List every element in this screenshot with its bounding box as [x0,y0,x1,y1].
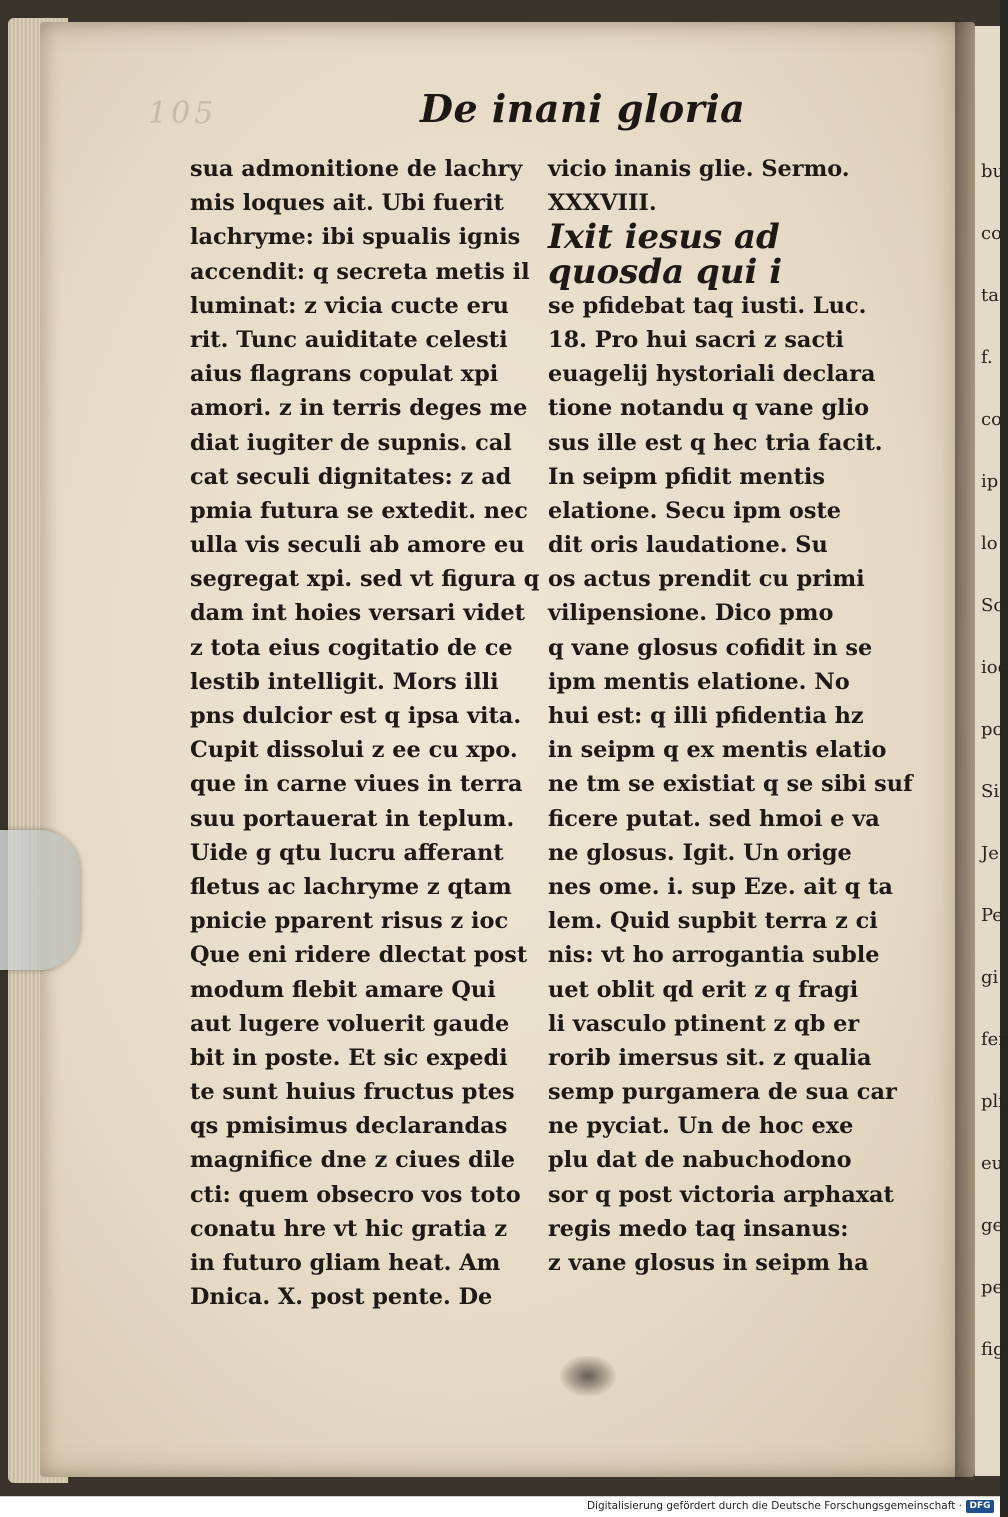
next-page-fragment: ip [981,471,999,492]
running-head: De inani gloria [420,86,746,131]
text-line: XXXVIII. [548,190,657,217]
text-line: ficere putat. sed hmoi e va [548,805,880,832]
text-line: rit. Tunc auiditate celesti [190,326,508,353]
text-line: ne glosus. Igit. Un orige [548,839,852,866]
text-line: vilipensione. Dico pmo [548,600,834,627]
text-line: mis loques ait. Ubi fuerit [190,190,504,217]
text-line: pmia futura se extedit. nec [190,497,528,524]
next-page-fragment: Si [981,781,1000,802]
text-line: dit oris laudatione. Su [548,532,828,559]
text-line: nis: vt ho arrogantia suble [548,942,880,969]
text-line: quosda qui i [548,251,783,292]
text-line: Ixit iesus ad [548,217,780,258]
text-line: se pfidebat taq iusti. Luc. [548,292,867,319]
next-page-fragment: po [981,719,1004,740]
text-line: hui est: q illi pfidentia hz [548,703,864,729]
next-page-fragment: co [981,223,1002,244]
text-column-left [190,152,540,1314]
next-page-fragment: Pe [981,905,1003,926]
text-line: in seipm q ex mentis elatio [548,737,887,764]
text-line: vicio inanis glie. Sermo. [548,156,850,182]
text-line: tione notandu q vane glio [548,395,870,422]
text-line: ne pyciat. Un de hoc exe [548,1113,854,1140]
text-line: ne tm se existiat q se sibi suf [548,771,913,798]
text-line: in futuro gliam heat. Am [190,1250,501,1276]
text-line: li vasculo ptinent z qb er [548,1010,860,1037]
text-line: pns dulcior est q ipsa vita. [190,703,522,729]
text-line: fletus ac lachryme z qtam [190,873,512,900]
text-line: ulla vis seculi ab amore eu [190,532,525,559]
text-line: amori. z in terris deges me [190,395,528,422]
next-page-edge [975,26,1008,1476]
text-line: que in carne viues in terra [190,771,523,798]
next-page-fragment: bu [981,161,1005,182]
text-line: plu dat de nabuchodono [548,1147,852,1174]
text-line: te sunt huius fructus ptes [190,1079,515,1106]
text-line: aius flagrans copulat xpi [190,361,499,388]
text-line: euagelij hystoriali declara [548,361,876,388]
text-line: pnicie pparent risus z ioc [190,908,509,935]
text-line: lachryme: ibi spualis ignis [190,224,521,251]
text-line: accendit: q secreta metis il [190,258,530,285]
text-line: suu portauerat in teplum. [190,805,515,832]
text-line: dam int hoies versari videt [190,600,525,627]
text-line: nes ome. i. sup Eze. ait q ta [548,873,893,900]
text-line: bit in poste. Et sic expedi [190,1044,508,1071]
next-page-fragment: Sc [981,595,1004,616]
text-line: sor q post victoria arphaxat [548,1181,894,1208]
text-line: cat seculi dignitates: z ad [190,463,512,490]
next-page-fragment: Je [981,843,999,864]
text-line: elatione. Secu ipm oste [548,497,842,524]
next-page-fragment: ta [981,285,999,306]
next-page-fragment: fer [981,1029,1007,1050]
ink-stain [560,1356,616,1396]
text-line: conatu hre vt hic gratia z [190,1215,508,1242]
text-line: sus ille est q hec tria facit. [548,429,883,456]
text-line: luminat: z vicia cucte eru [190,292,509,319]
text-line: lestib intelligit. Mors illi [190,668,499,695]
text-line: diat iugiter de supnis. cal [190,429,512,456]
next-page-fragment: co [981,409,1002,430]
text-line: sua admonitione de lachry [190,156,523,182]
text-line: ipm mentis elatione. No [548,668,850,695]
next-page-fragment: fig [981,1339,1005,1360]
text-line: Cupit dissolui z ee cu xpo. [190,737,518,764]
next-page-fragment: pli [981,1091,1005,1112]
next-page-fragment: gi [981,967,999,988]
text-line: regis medo taq insanus: [548,1215,849,1242]
footer-credit: Digitalisierung gefördert durch die Deutsche Forschungsgemeinschaft · [586,1500,962,1512]
text-line: lem. Quid supbit terra z ci [548,908,878,935]
dfg-logo-icon: DFG [966,1500,994,1513]
text-line: Uide g qtu lucru afferant [190,839,504,866]
text-line: qs pmisimus declarandas [190,1113,508,1140]
text-line: 18. Pro hui sacri z sacti [548,326,844,353]
text-line: z vane glosus in seipm ha [548,1250,869,1276]
book-gutter [955,20,975,1480]
text-line: cti: quem obsecro vos toto [190,1181,521,1208]
next-page-fragment: pe [981,1277,1004,1298]
text-line: modum flebit amare Qui [190,976,496,1003]
footer-bar [0,1496,1000,1517]
text-line: semp purgamera de sua car [548,1079,897,1106]
text-line: rorib imersus sit. z qualia [548,1044,872,1071]
text-line: magnifice dne z ciues dile [190,1147,516,1174]
text-line: q vane glosus cofidit in se [548,634,873,661]
next-page-fragment: ioc [981,657,1008,678]
page-clip [0,830,80,970]
text-line: z tota eius cogitatio de ce [190,634,513,661]
ghost-folio-number: 105 [148,96,218,131]
text-line: segregat xpi. sed vt figura q [190,566,540,593]
text-line: uet oblit qd erit z q fragi [548,976,859,1003]
next-page-fragment: eu [981,1153,1004,1174]
text-line: aut lugere voluerit gaude [190,1010,510,1037]
text-line: In seipm pfidit mentis [548,463,825,490]
text-line: Que eni ridere dlectat post [190,942,528,969]
text-column-right [548,152,913,1280]
next-page-fragment: f. [981,347,993,368]
text-line: os actus prendit cu primi [548,566,865,593]
text-line: Dnica. X. post pente. De [190,1284,493,1311]
next-page-fragment: ge [981,1215,1004,1236]
next-page-fragment: lo [981,533,998,554]
